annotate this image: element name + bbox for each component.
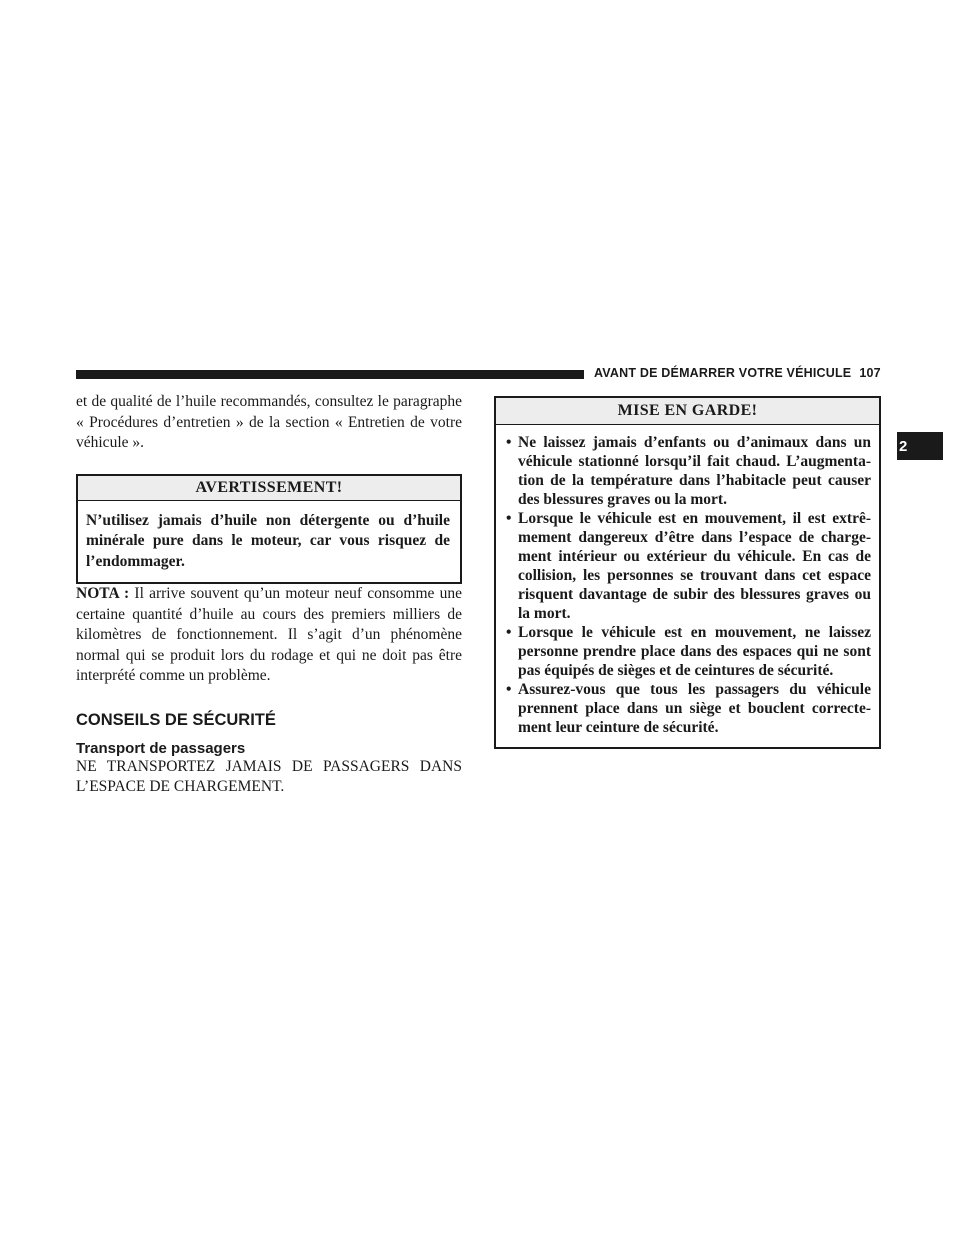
caution-item (506, 509, 871, 623)
caution-box (494, 396, 881, 749)
chapter-tab: 2 (897, 432, 943, 460)
caution-item-text: Lorsque le véhicule est en mouvement, il est extrêmement dangereux d’être dans l’espace de chargement intérieur ou extérieur du véhicule. En cas de collision, les personnes se trouvant dans cet espace risquent davantage de subir des blessures graves ou la mort. (518, 510, 871, 622)
header-rule (76, 370, 584, 379)
caution-item-text: Ne laissez jamais d’enfants ou d’animaux dans un véhicule stationné lorsqu’il fait chaud. L’augmentation de la température dans l’habitacle peut causer des blessures graves ou la mort. (518, 434, 871, 508)
bullet-icon: • (506, 510, 512, 527)
right-column (494, 396, 881, 749)
note-paragraph (76, 584, 462, 687)
caution-item-text: Lorsque le véhicule est en mouvement, ne laissez personne prendre place dans des espaces qui ne sont pas équipés de sièges et de ceintures de sécurité. (518, 624, 871, 679)
running-header (594, 366, 881, 380)
note-text: Il arrive souvent qu’un moteur neuf consomme une certaine quantité d’huile au cours des premiers milliers de kilomètres de fonctionnement. Il s’agit d’un phénomène normal qui se produit lors du rodage et qui ne doit pas être interprété comme un problème. (76, 585, 462, 684)
section-heading: CONSEILS DE SÉCURITÉ (76, 710, 276, 729)
left-column (76, 392, 462, 798)
bullet-icon: • (506, 434, 512, 451)
caution-item-text: Assurez-vous que tous les passagers du véhicule prennent place dans un siège et bouclent correctement leur ceinture de sécurité. (518, 681, 871, 736)
caution-item (506, 680, 871, 737)
warning-text: N’utilisez jamais d’huile non détergente ou d’huile minérale pure dans le moteur, car vous risquez de l’endommager. (86, 511, 450, 570)
passengers-paragraph: NE TRANSPORTEZ JAMAIS DE PASSAGERS DANS L’ESPACE DE CHARGEMENT. (76, 757, 462, 795)
note-label: NOTA : (76, 585, 130, 602)
header-title: AVANT DE DÉMARRER VOTRE VÉHICULE (594, 366, 852, 380)
page-number: 107 (859, 366, 881, 380)
caution-item (506, 623, 871, 680)
warning-title: AVERTISSEMENT! (78, 476, 460, 501)
caution-list (496, 425, 879, 747)
warning-box (76, 474, 462, 585)
bullet-icon: • (506, 624, 512, 641)
bullet-icon: • (506, 681, 512, 698)
caution-title: MISE EN GARDE! (496, 398, 879, 425)
caution-item (506, 433, 871, 509)
intro-paragraph: et de qualité de l’huile recommandés, consultez le paragraphe « Procédures d’entretien » de la section « Entretien de votre véhicule ». (76, 393, 462, 451)
subsection-heading: Transport de passagers (76, 739, 246, 757)
